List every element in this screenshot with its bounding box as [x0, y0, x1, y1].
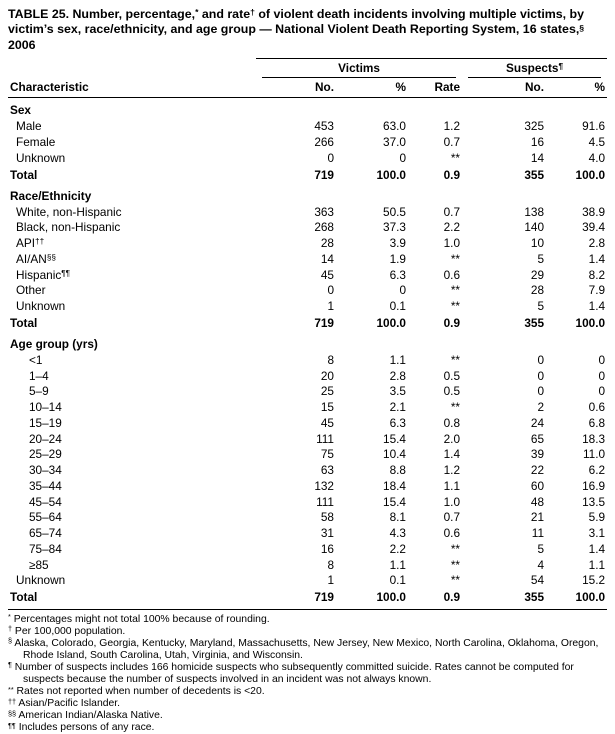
table-row — [8, 150, 607, 166]
suspects-group-label: Suspects¶ — [468, 60, 601, 78]
cell-value: 1.9 — [389, 251, 406, 266]
table-row — [8, 557, 607, 573]
table-row — [8, 415, 607, 431]
cell-value: 15.4 — [383, 431, 406, 446]
row-label: 30–34 — [29, 463, 62, 478]
row-label: Total — [8, 588, 256, 609]
table-row — [8, 478, 607, 494]
cell-value: 1.4 — [588, 251, 606, 266]
cell-value: 100.0 — [376, 167, 406, 182]
cell-value: 0.9 — [443, 167, 461, 182]
cell-value: 3.1 — [588, 526, 606, 541]
cell-value: 4 — [537, 557, 545, 572]
cell-value: 2.0 — [443, 431, 461, 446]
cell-value: 0.1 — [389, 299, 406, 314]
cell-value: 0.6 — [588, 400, 606, 415]
cell-value: 0.8 — [443, 415, 461, 430]
table-row — [8, 573, 607, 589]
cell-value: 3.9 — [389, 236, 406, 251]
cell-value: 0 — [327, 283, 334, 298]
total-row — [8, 314, 607, 332]
table-row — [8, 494, 607, 510]
cell-value: 37.3 — [383, 220, 406, 235]
column-header-row — [8, 78, 607, 98]
cell-value: 11.0 — [582, 447, 606, 462]
cell-value: 7.9 — [588, 283, 606, 298]
cell-value: 100.0 — [546, 588, 607, 609]
row-label: ≥85 — [29, 557, 49, 572]
cell-value: 18.4 — [383, 478, 406, 493]
cell-value: 28 — [320, 236, 334, 251]
section-header: Age group (yrs) — [10, 337, 98, 352]
cell-value: 1.1 — [588, 557, 606, 572]
cell-value: 2 — [537, 400, 545, 415]
cell-value: 25 — [320, 384, 334, 399]
cell-value: 8 — [327, 352, 334, 367]
cell-value: ** — [450, 541, 461, 556]
cell-value: 2.2 — [389, 541, 406, 556]
cell-value: 100.0 — [575, 167, 606, 182]
cell-value: 355 — [524, 316, 545, 330]
table-row — [8, 447, 607, 463]
table-row — [8, 431, 607, 447]
cell-value: 0.9 — [443, 316, 461, 330]
cell-value: 1.0 — [443, 236, 461, 251]
row-label: AI/AN§§ — [16, 251, 56, 266]
cell-value: 2.1 — [389, 400, 406, 415]
cell-value: 0 — [598, 368, 606, 383]
cell-value: 0 — [537, 384, 545, 399]
cell-value: 1.4 — [443, 447, 461, 462]
row-label: 75–84 — [29, 541, 62, 556]
cell-value: 6.8 — [588, 415, 606, 430]
cell-value: 0.7 — [443, 134, 461, 149]
cell-value: 0 — [598, 352, 606, 367]
cell-value: 2.8 — [389, 368, 406, 383]
row-label: Unknown — [16, 299, 66, 314]
cell-value: 39.4 — [582, 220, 606, 235]
cell-value: 140 — [524, 220, 545, 235]
cell-value: 719 — [256, 588, 336, 609]
victims-pct-column-header: % — [336, 78, 408, 98]
cell-value: 138 — [524, 204, 545, 219]
cell-value: 65 — [530, 431, 545, 446]
cell-value: 8.1 — [389, 510, 406, 525]
cell-value: 0 — [598, 384, 606, 399]
table-row — [8, 510, 607, 526]
row-label: 5–9 — [29, 384, 49, 399]
cell-value: 5 — [537, 299, 545, 314]
cell-value: 0.5 — [443, 384, 461, 399]
cell-value: 11 — [531, 526, 545, 541]
cell-value: 0.5 — [443, 368, 461, 383]
cell-value: 21 — [530, 510, 545, 525]
cell-value: 1 — [327, 573, 334, 588]
victims-no-column-header: No. — [256, 78, 336, 98]
cell-value: 0 — [327, 150, 334, 165]
cell-value: 14 — [320, 251, 334, 266]
row-label: 10–14 — [29, 400, 62, 415]
row-label: <1 — [29, 352, 43, 367]
cell-value: 0 — [399, 150, 406, 165]
cell-value: 2.8 — [588, 236, 606, 251]
cell-value: 10.4 — [383, 447, 406, 462]
suspects-pct-column-header: % — [546, 78, 607, 98]
cell-value: ** — [450, 400, 461, 415]
table-row — [8, 352, 607, 368]
cell-value: 1.4 — [588, 541, 606, 556]
cell-value: 14 — [530, 150, 545, 165]
cell-value: 355 — [462, 588, 546, 609]
cell-value: 363 — [314, 204, 334, 219]
victims-rate-column-header: Rate — [408, 78, 462, 98]
cell-value: 22 — [530, 463, 545, 478]
cell-value: 0 — [537, 352, 545, 367]
cell-value: 48 — [530, 494, 545, 509]
cell-value: ** — [450, 251, 461, 266]
section-header-row — [8, 184, 607, 204]
cell-value: 39 — [530, 447, 545, 462]
row-label: Female — [16, 134, 56, 149]
cell-value: 1.1 — [389, 557, 406, 572]
cell-value: 8 — [327, 557, 334, 572]
row-label: 20–24 — [29, 431, 62, 446]
cell-value: 100.0 — [336, 588, 408, 609]
table-row — [8, 384, 607, 400]
footnote: ¶ Number of suspects includes 166 homicide suspects who subsequently committed suicide. Rates cannot be computed for suspects because the number of suspects involved in an incident was not always known. — [8, 660, 574, 685]
cell-value: 5 — [537, 251, 545, 266]
cell-value: 45 — [320, 267, 334, 282]
incidents-table — [8, 58, 607, 609]
table-row — [8, 462, 607, 478]
cell-value: 15.4 — [383, 494, 406, 509]
cell-value: 100.0 — [575, 316, 606, 330]
cell-value: 0 — [537, 368, 545, 383]
cell-value: 8.2 — [588, 267, 606, 282]
table-row — [8, 118, 607, 134]
table-row — [8, 283, 607, 299]
row-label: Unknown — [16, 573, 66, 588]
table-row — [8, 251, 607, 267]
cell-value: 1.1 — [443, 478, 461, 493]
cell-value: 1 — [327, 299, 334, 314]
table-row — [8, 204, 607, 220]
victims-group-label: Victims — [262, 60, 456, 78]
row-label: Hispanic¶¶ — [16, 267, 71, 282]
cell-value: 355 — [524, 167, 545, 182]
cell-value: 60 — [530, 478, 545, 493]
cell-value: 2.2 — [443, 220, 461, 235]
table-row — [8, 399, 607, 415]
cell-value: 111 — [316, 494, 334, 509]
cell-value: 6.2 — [588, 463, 606, 478]
row-label: 35–44 — [29, 478, 62, 493]
row-label: Male — [16, 119, 42, 134]
suspects-group-header — [462, 59, 607, 79]
cell-value: 63.0 — [383, 119, 406, 134]
row-label: 65–74 — [29, 526, 62, 541]
cell-value: 1.1 — [389, 352, 406, 367]
cell-value: 325 — [524, 119, 545, 134]
footnote: † Per 100,000 population. — [8, 624, 126, 637]
cell-value: 4.3 — [389, 526, 406, 541]
cell-value: 1.2 — [443, 463, 461, 478]
cell-value: 29 — [530, 267, 545, 282]
suspects-no-column-header: No. — [462, 78, 546, 98]
table-row — [8, 134, 607, 150]
table-row — [8, 368, 607, 384]
cell-value: 0 — [399, 283, 406, 298]
cell-value: ** — [450, 352, 461, 367]
cell-value: 111 — [316, 431, 334, 446]
cell-value: 1.0 — [443, 494, 461, 509]
cell-value: 58 — [320, 510, 334, 525]
cell-value: 0.1 — [389, 573, 406, 588]
section-header-row — [8, 332, 607, 352]
cell-value: ** — [450, 283, 461, 298]
cell-value: 1.4 — [588, 299, 606, 314]
cell-value: 75 — [320, 447, 334, 462]
footnote: ** Rates not reported when number of decedents is <20. — [8, 684, 265, 697]
row-label: 45–54 — [29, 494, 62, 509]
cell-value: 15 — [320, 400, 334, 415]
section-header: Sex — [10, 103, 31, 118]
row-label: Other — [16, 283, 46, 298]
cell-value: 31 — [320, 526, 334, 541]
table-row — [8, 220, 607, 236]
cell-value: ** — [450, 557, 461, 572]
footnotes — [8, 614, 609, 734]
row-label: Total — [10, 167, 38, 182]
cell-value: 4.0 — [588, 150, 606, 165]
row-label: 25–29 — [29, 447, 62, 462]
row-label: 15–19 — [29, 415, 62, 430]
cell-value: 3.5 — [389, 384, 406, 399]
row-label: 1–4 — [29, 368, 49, 383]
cell-value: 38.9 — [582, 204, 606, 219]
cell-value: 5 — [537, 541, 545, 556]
cell-value: 1.2 — [443, 119, 461, 134]
cell-value: 54 — [530, 573, 545, 588]
footnote: § Alaska, Colorado, Georgia, Kentucky, Maryland, Massachusetts, New Jersey, New Mexico, North Carolina, Oklahoma, Oregon, Rhode Island, South Carolina, Utah, Virginia, and Wisconsin. — [8, 636, 599, 661]
footnote: §§ American Indian/Alaska Native. — [8, 708, 163, 722]
cell-value: ** — [450, 299, 461, 314]
cell-value: 15.2 — [582, 573, 606, 588]
cell-value: 6.3 — [389, 415, 406, 430]
cell-value: 20 — [320, 368, 334, 383]
row-label: Unknown — [16, 150, 66, 165]
table-row — [8, 541, 607, 557]
row-label: White, non-Hispanic — [16, 204, 122, 219]
cell-value: 5.9 — [588, 510, 606, 525]
row-label: Black, non-Hispanic — [16, 220, 121, 235]
cell-value: 6.3 — [389, 267, 406, 282]
table-title: TABLE 25. Number, percentage,* and rate† of violent death incidents involving multiple victims, by victim’s sex, race/ethnicity, and age group — National Violent Death Reporting System, 16 states,§ 2006 — [8, 7, 585, 52]
cell-value: 16 — [530, 134, 545, 149]
table-row — [8, 267, 607, 283]
cell-value: 266 — [314, 134, 334, 149]
cell-value: 13.5 — [582, 494, 606, 509]
cell-value: 0.6 — [443, 267, 461, 282]
cell-value: ** — [450, 150, 461, 165]
cell-value: 10 — [530, 236, 545, 251]
cell-value: 0.9 — [408, 588, 462, 609]
cell-value: 45 — [320, 415, 334, 430]
cell-value: 0.7 — [443, 204, 461, 219]
footnote: †† Asian/Pacific Islander. — [8, 696, 121, 709]
row-label: Total — [10, 316, 38, 330]
cell-value: 63 — [320, 463, 334, 478]
victims-group-header — [256, 59, 462, 79]
footnote: * Percentages might not total 100% because of rounding. — [8, 612, 270, 625]
cell-value: 18.3 — [582, 431, 606, 446]
cell-value: 719 — [314, 316, 334, 330]
cell-value: 28 — [530, 283, 545, 298]
cell-value: 132 — [314, 478, 334, 493]
table-row — [8, 235, 607, 251]
row-label: 55–64 — [29, 510, 62, 525]
characteristic-column-header: Characteristic — [8, 78, 256, 98]
cell-value: 91.6 — [582, 119, 606, 134]
cell-value: 4.5 — [588, 134, 606, 149]
cell-value: 268 — [314, 220, 334, 235]
cell-value: ** — [450, 573, 461, 588]
cell-value: 37.0 — [383, 134, 406, 149]
section-header: Race/Ethnicity — [10, 188, 92, 203]
cell-value: 16 — [320, 541, 334, 556]
cell-value: 50.5 — [383, 204, 406, 219]
row-label: API†† — [16, 236, 45, 251]
cell-value: 8.8 — [389, 463, 406, 478]
total-row — [8, 166, 607, 184]
cell-value: 453 — [314, 119, 334, 134]
section-header-row — [8, 98, 607, 118]
corner-cell — [8, 59, 256, 79]
table-row — [8, 298, 607, 314]
cell-value: 0.7 — [443, 510, 461, 525]
footnote: ¶¶ Includes persons of any race. — [8, 720, 155, 734]
cell-value: 16.9 — [582, 478, 606, 493]
total-row — [8, 588, 607, 609]
table-body — [8, 98, 607, 609]
cell-value: 719 — [314, 167, 334, 182]
cell-value: 24 — [530, 415, 545, 430]
group-header-row — [8, 59, 607, 79]
table-row — [8, 525, 607, 541]
cell-value: 0.6 — [443, 526, 461, 541]
cell-value: 100.0 — [376, 316, 406, 330]
